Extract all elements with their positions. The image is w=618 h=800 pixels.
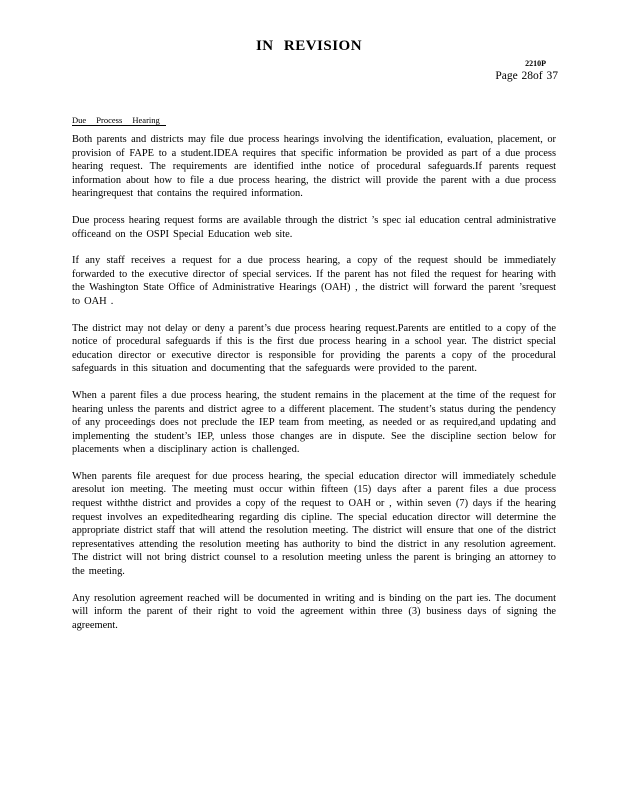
paragraph-staff-receives-request: If any staff receives a request for a due process hearing, a copy of the request should be immediately forwarded to the executive director of special services. If the parent has not filed the request for hearing with the Washington State Office of Administrative Hearings (OAH) , the district will forward the parent ’srequest to OAH .	[72, 255, 556, 307]
paragraph-request-forms: Due process hearing request forms are available through the district ’s spec ial education central administrative officeand on the OSPI Special Education web site.	[72, 214, 556, 240]
paragraph-resolution-agreement: Any resolution agreement reached will be documented in writing and is binding on the part ies. The document will inform the parent of their right to void the agreement within three (3) business days of signing the agreement.	[72, 592, 556, 631]
paragraph-filing-hearings: Both parents and districts may file due process hearings involving the identification, evaluation, placement, or provision of FAPE to a student.IDEA requires that specific information be provided as part of a due process hearing request. The requirements are identified inthe notice of procedural safeguards.If parents request information about how to file a due process hearing, the district will provide the parent with a due process hearingrequest that contains the required information.	[72, 134, 556, 200]
page-number: Page 28of 37	[495, 70, 558, 82]
policy-code: 2210P	[525, 59, 546, 68]
revision-banner: IN REVISION	[255, 38, 363, 54]
paragraph-student-placement: When a parent files a due process hearing, the student remains in the placement at the time of the request for hearing unless the parents and district agree to a different placement. The student’s status during the pendency of any proceedings does not preclude the IEP team from meeting, as needed or as required,and updating and implementing the student’s IEP, unless those changes are in dispute. See the discipline section below for placements when a disciplinary action is challenged.	[72, 389, 556, 456]
section-heading: Due Process Hearing	[72, 115, 166, 126]
paragraph-no-delay: The district may not delay or deny a parent’s due process hearing request.Parents are entitled to a copy of the notice of procedural safeguards if this is the first due process hearing in a school year. The district special education director or executive director is responsible for providing the parents a copy of the procedural safeguards in this situation and documenting that the safeguards were provided to the parent.	[72, 322, 556, 375]
paragraph-resolution-meeting: When parents file arequest for due process hearing, the special education director will immediately schedule aresolut ion meeting. The meeting must occur within fifteen (15) days after a parent files a due process request withthe district and provides a copy of the request to OAH or , within seven (7) days if the hearing request involves an expeditedhearing regarding dis cipline. The special education director will determine the appropriate district staff that will attend the resolution meeting. The district will ensure that one of the district representatives attending the resolution meeting has authority to bind the district in any resolution agreement. The district will not bring district counsel to a resolution meeting unless the parent is bringing an attorney to the meeting.	[72, 470, 556, 578]
document-body	[72, 133, 556, 645]
